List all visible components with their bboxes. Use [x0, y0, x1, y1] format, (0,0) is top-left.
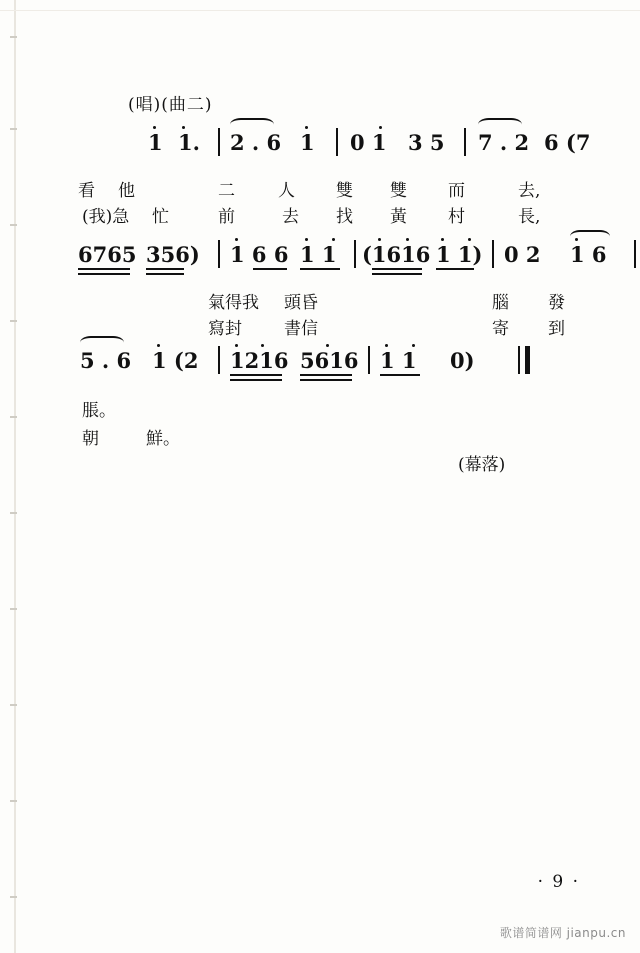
beam — [230, 379, 282, 381]
note: 1 — [148, 130, 163, 155]
page-number: · 9 · — [537, 872, 580, 892]
lyric-word: 脹。 — [82, 401, 116, 421]
octave-dot-icon — [412, 344, 415, 347]
lyric-word: 村 — [448, 207, 465, 227]
octave-dot-icon — [305, 126, 308, 129]
barline — [464, 128, 466, 156]
lyric-word: 鮮。 — [146, 429, 180, 449]
margin-tick — [10, 36, 17, 38]
note: 7 . 2 — [478, 130, 530, 155]
lyric-word: 他 — [118, 181, 135, 201]
note: 2 . 6 — [230, 130, 282, 155]
scan-edge-left — [14, 0, 16, 953]
beam — [146, 273, 184, 275]
beam — [300, 379, 352, 381]
lyric-word: 雙 — [336, 181, 353, 201]
lyric-word: 去 — [282, 207, 299, 227]
note: 1 (2 — [152, 348, 199, 373]
note: 0 1 — [350, 130, 387, 155]
octave-dot-icon — [261, 344, 264, 347]
scan-edge-top — [0, 10, 640, 11]
octave-dot-icon — [332, 238, 335, 241]
octave-dot-icon — [235, 238, 238, 241]
octave-dot-icon — [379, 126, 382, 129]
octave-dot-icon — [182, 126, 185, 129]
note: 0) — [450, 348, 475, 373]
octave-dot-icon — [406, 238, 409, 241]
octave-dot-icon — [468, 238, 471, 241]
lyric-word: 朝 — [82, 429, 99, 449]
margin-tick — [10, 704, 17, 706]
lyric-word: 前 — [218, 207, 235, 227]
octave-dot-icon — [378, 238, 381, 241]
beam — [372, 273, 422, 275]
final-barline — [518, 346, 532, 374]
beam — [146, 268, 184, 270]
watermark: 歌谱简谱网 jianpu.cn — [499, 926, 626, 940]
section-header: (唱)(曲二) — [128, 95, 213, 115]
beam — [78, 273, 130, 275]
note: 1 6 6 — [230, 242, 289, 267]
margin-tick — [10, 800, 17, 802]
lyric-word: 而 — [448, 181, 465, 201]
lyric-word: 頭昏 — [284, 293, 318, 313]
note: 3 5 — [408, 130, 445, 155]
margin-tick — [10, 608, 17, 610]
beam — [230, 374, 282, 376]
lyric-word: 到 — [548, 319, 565, 339]
note: 6765 — [78, 242, 137, 267]
note: 1 1 — [300, 242, 337, 267]
octave-dot-icon — [326, 344, 329, 347]
octave-dot-icon — [157, 344, 160, 347]
octave-dot-icon — [153, 126, 156, 129]
barline — [354, 240, 356, 268]
note: 1 — [300, 130, 315, 155]
octave-dot-icon — [305, 238, 308, 241]
lyric-word: 書信 — [284, 319, 318, 339]
margin-tick — [10, 224, 17, 226]
lyric-word: 寄 — [492, 319, 509, 339]
octave-dot-icon — [575, 238, 578, 241]
note: 1 1 — [380, 348, 417, 373]
note: 1216 — [230, 348, 289, 373]
lyric-word: 發 — [548, 293, 565, 313]
lyric-word: 去, — [518, 181, 541, 201]
barline — [492, 240, 494, 268]
lyric-word: 找 — [336, 207, 353, 227]
lyric-word: 黃 — [390, 207, 407, 227]
lyric-word: 人 — [278, 181, 295, 201]
note: 356) — [146, 242, 200, 267]
lyric-word: 寫封 — [208, 319, 242, 339]
barline — [634, 240, 636, 268]
lyric-word: 二 — [218, 181, 235, 201]
note: 5 . 6 — [80, 348, 132, 373]
barline — [218, 346, 220, 374]
octave-dot-icon — [235, 344, 238, 347]
note: 6 (7 — [544, 130, 591, 155]
lyric-word: 腦 — [492, 293, 509, 313]
lyric-word: 長, — [518, 207, 541, 227]
end-marker: (幕落) — [458, 455, 506, 475]
beam — [300, 374, 352, 376]
note: 1 6 — [570, 242, 607, 267]
barline — [336, 128, 338, 156]
margin-tick — [10, 512, 17, 514]
lyric-word: 忙 — [152, 207, 169, 227]
beam — [372, 268, 422, 270]
barline — [368, 346, 370, 374]
octave-dot-icon — [441, 238, 444, 241]
margin-tick — [10, 128, 17, 130]
lyric-word: 氣得我 — [208, 293, 259, 313]
note: (1616 — [362, 242, 431, 267]
beam — [78, 268, 130, 270]
beam — [253, 268, 287, 270]
lyric-word: (我)急 — [82, 207, 130, 227]
margin-tick — [10, 896, 17, 898]
barline — [218, 128, 220, 156]
note: 0 2 — [504, 242, 541, 267]
note: 1. — [178, 130, 200, 155]
margin-tick — [10, 416, 17, 418]
margin-tick — [10, 320, 17, 322]
beam — [300, 268, 340, 270]
lyric-line — [78, 176, 121, 201]
lyric-word: 看 — [78, 181, 121, 201]
note: 1 1) — [436, 242, 483, 267]
octave-dot-icon — [385, 344, 388, 347]
lyric-word: 雙 — [390, 181, 407, 201]
note: 5616 — [300, 348, 359, 373]
barline — [218, 240, 220, 268]
beam — [436, 268, 474, 270]
beam — [380, 374, 420, 376]
